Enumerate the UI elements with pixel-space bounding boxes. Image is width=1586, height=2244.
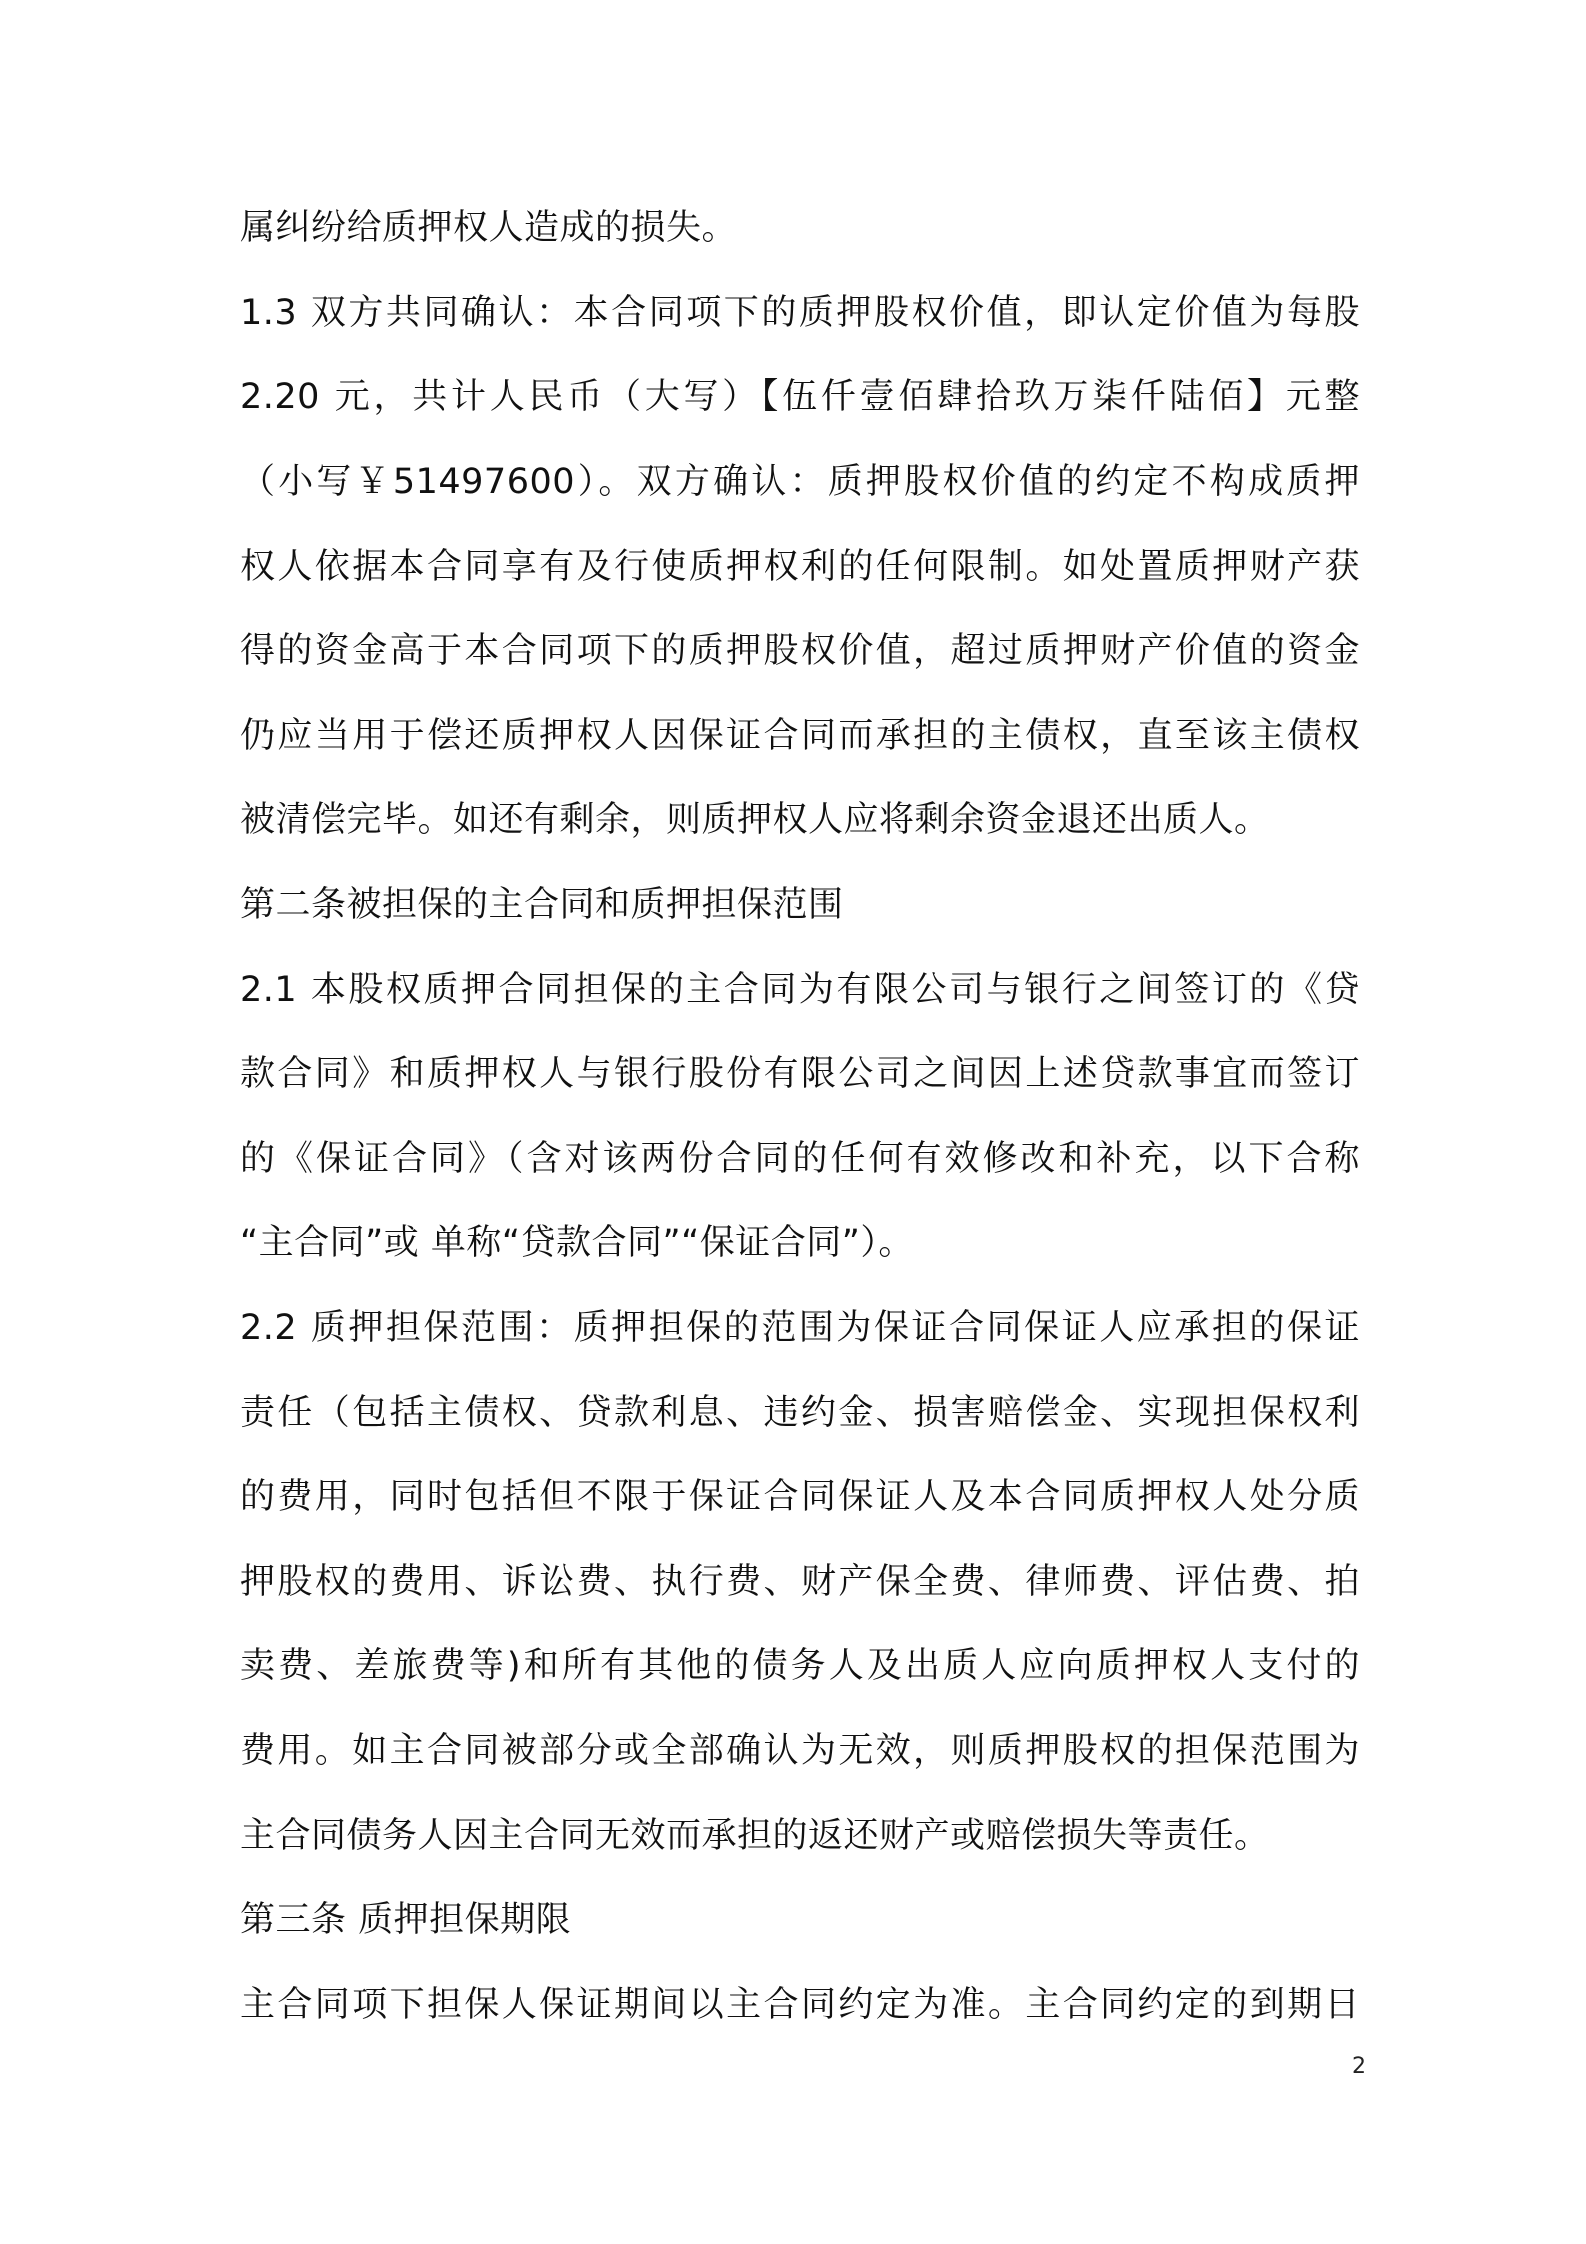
text-line: 押股权的费用、诉讼费、执行费、财产保全费、律师费、评估费、拍	[240, 1562, 1360, 1602]
text-line: 主合同债务人因主合同无效而承担的返还财产或赔偿损失等责任。	[240, 1816, 1270, 1856]
page-number: 2	[1352, 2054, 1366, 2079]
text-line: 2.2 质押担保范围：质押担保的范围为保证合同保证人应承担的保证	[240, 1308, 1360, 1348]
text-line: 2.1 本股权质押合同担保的主合同为有限公司与银行之间签订的《贷	[240, 970, 1360, 1010]
text-line: 卖费、差旅费等)和所有其他的债务人及出质人应向质押权人支付的	[240, 1646, 1360, 1686]
section-heading: 第二条被担保的主合同和质押担保范围	[240, 885, 844, 925]
text-line: （小写￥51497600）。双方确认：质押股权价值的约定不构成质押	[240, 462, 1360, 502]
text-line: 2.20 元，共计人民币（大写）【伍仟壹佰肆拾玖万柒仟陆佰】元整	[240, 377, 1360, 417]
text-line: 得的资金高于本合同项下的质押股权价值，超过质押财产价值的资金	[240, 631, 1360, 671]
text-line: “主合同”或 单称“贷款合同”“保证合同”）。	[240, 1223, 914, 1263]
text-line: 被清偿完毕。如还有剩余，则质押权人应将剩余资金退还出质人。	[240, 800, 1270, 840]
section-heading: 第三条 质押担保期限	[240, 1900, 572, 1940]
text-line: 权人依据本合同享有及行使质押权利的任何限制。如处置质押财产获	[240, 547, 1360, 587]
text-line: 属纠纷给质押权人造成的损失。	[240, 208, 738, 248]
text-line: 的费用，同时包括但不限于保证合同保证人及本合同质押权人处分质	[240, 1477, 1360, 1517]
text-line: 主合同项下担保人保证期间以主合同约定为准。主合同约定的到期日	[240, 1985, 1360, 2025]
text-line: 1.3 双方共同确认：本合同项下的质押股权价值，即认定价值为每股	[240, 293, 1360, 333]
text-line: 仍应当用于偿还质押权人因保证合同而承担的主债权，直至该主债权	[240, 716, 1360, 756]
text-line: 责任（包括主债权、贷款利息、违约金、损害赔偿金、实现担保权利	[240, 1393, 1360, 1433]
text-line: 款合同》和质押权人与银行股份有限公司之间因上述贷款事宜而签订	[240, 1054, 1360, 1094]
text-line: 费用。如主合同被部分或全部确认为无效，则质押股权的担保范围为	[240, 1731, 1360, 1771]
text-line: 的《保证合同》（含对该两份合同的任何有效修改和补充，以下合称	[240, 1139, 1360, 1179]
